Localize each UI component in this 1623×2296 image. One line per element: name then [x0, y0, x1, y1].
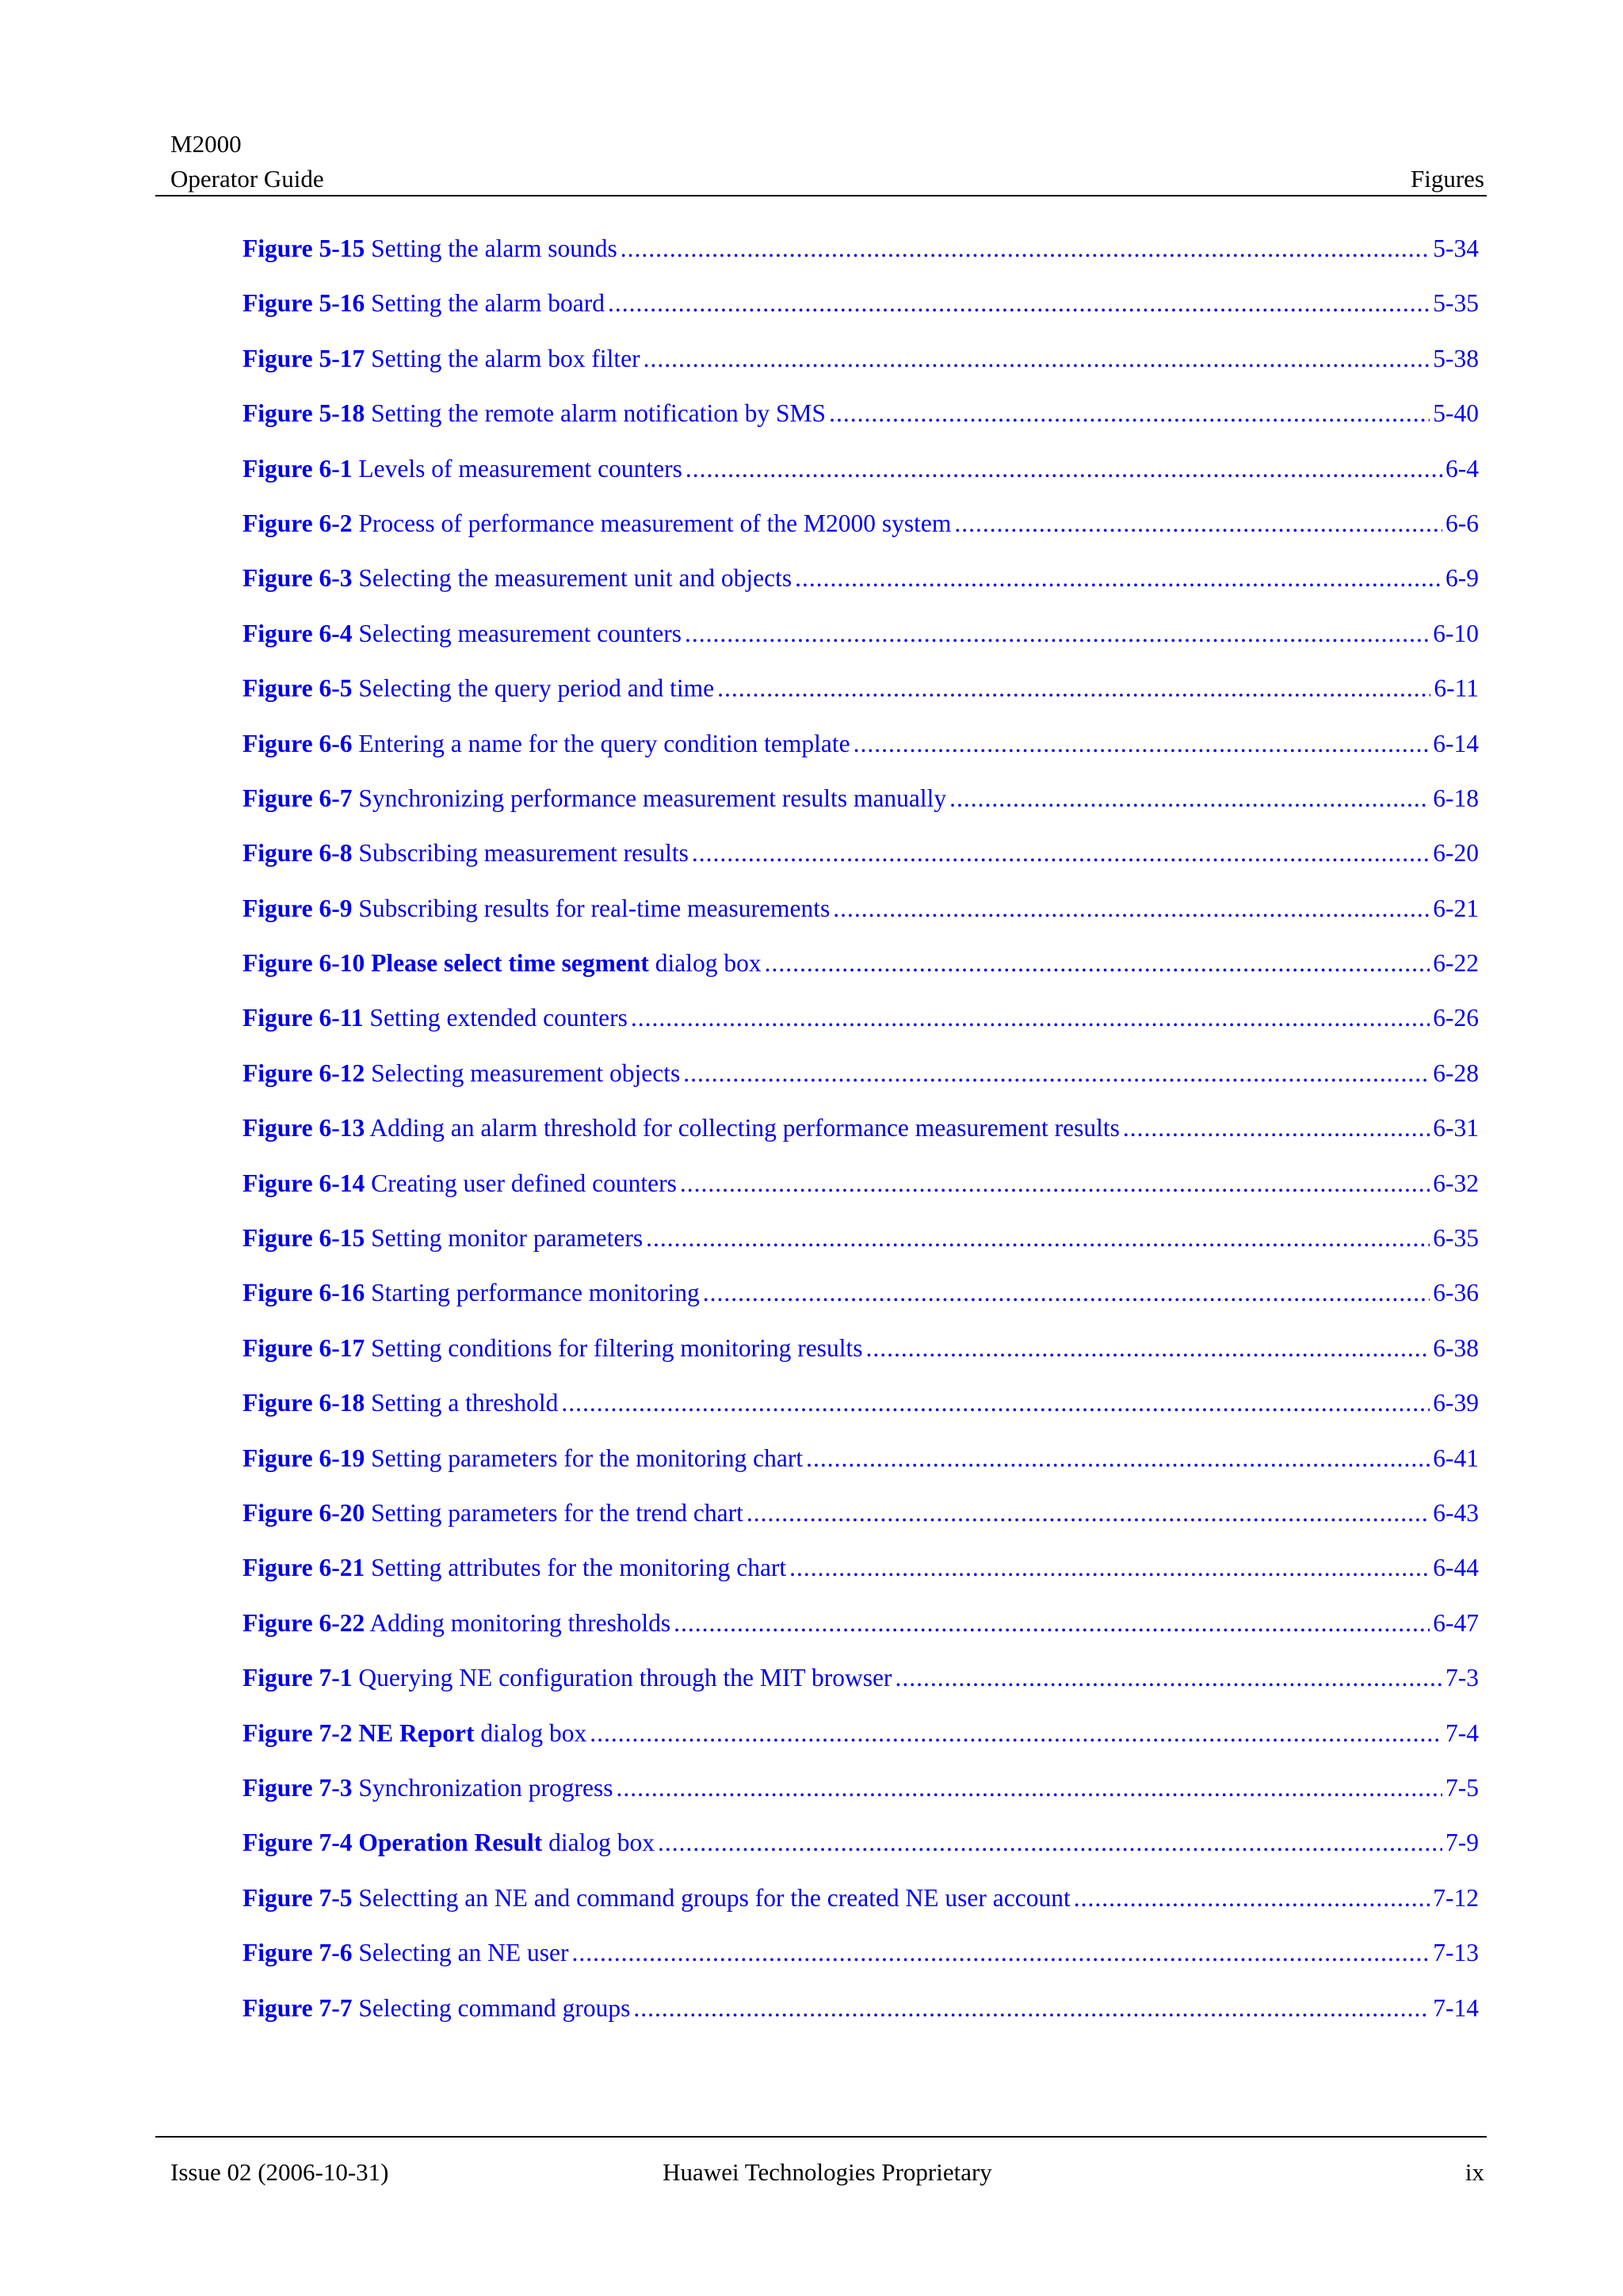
toc-page-number: 6-14	[1433, 729, 1479, 757]
figure-label: Figure 6-4	[242, 619, 353, 647]
toc-entry-title	[242, 1829, 655, 1857]
figure-title-text: Synchronization progress	[358, 1773, 613, 1802]
figure-label: Figure 7-6	[242, 1939, 353, 1967]
toc-entry-title	[242, 455, 682, 483]
figure-label: Figure 5-17	[242, 344, 365, 372]
dot-leader	[643, 345, 1430, 373]
toc-entry-link[interactable]	[242, 1279, 1479, 1333]
toc-entry-link[interactable]	[242, 894, 1479, 949]
toc-page-number: 6-11	[1434, 674, 1479, 703]
figure-label: Figure 5-15	[242, 235, 365, 262]
figure-label: Figure 6-1	[242, 454, 353, 482]
toc-page-number: 7-3	[1445, 1664, 1479, 1692]
toc-entry-title	[242, 1389, 558, 1417]
toc-page-number: 7-9	[1445, 1829, 1479, 1857]
dot-leader	[685, 455, 1442, 483]
toc-entry-link[interactable]	[242, 1334, 1479, 1389]
toc-entry-title	[242, 1004, 628, 1032]
figure-title-text: Setting the alarm board	[371, 289, 605, 318]
figure-label: Figure 6-14	[242, 1169, 365, 1197]
figure-title-text: Adding an alarm threshold for collecting performance measurement results	[369, 1114, 1120, 1142]
figure-title-text: dialog box	[655, 949, 762, 978]
toc-page-number: 6-39	[1433, 1389, 1479, 1417]
dot-leader	[674, 1609, 1430, 1638]
dot-leader	[747, 1499, 1430, 1527]
toc-page-number: 5-34	[1433, 235, 1479, 262]
figure-title-text: Subscribing results for real-time measurements	[358, 894, 831, 922]
figure-label: Figure 7-5	[242, 1883, 353, 1912]
toc-entry-link[interactable]	[242, 620, 1479, 674]
footer-issue: Issue 02 (2006-10-31)	[170, 2158, 389, 2186]
toc-entry-link[interactable]	[242, 1939, 1479, 1993]
toc-entry-link[interactable]	[242, 730, 1479, 784]
toc-entry-link[interactable]	[242, 399, 1479, 454]
figures-list	[242, 235, 1479, 2049]
figure-label: Figure 6-10	[242, 949, 365, 978]
toc-entry-title	[242, 1114, 1120, 1142]
toc-entry-title	[242, 1994, 630, 2023]
toc-page-number: 7-13	[1433, 1939, 1479, 1967]
figure-title-text: Selectting an NE and command groups for the created NE user account	[358, 1883, 1071, 1912]
figure-title-text: Subscribing measurement results	[358, 839, 689, 868]
figure-label: Figure 6-20	[242, 1498, 365, 1527]
dot-leader	[590, 1719, 1442, 1748]
figure-label: Figure 6-7	[242, 784, 353, 812]
toc-entry-link[interactable]	[242, 784, 1479, 839]
toc-page-number: 6-28	[1433, 1058, 1479, 1087]
toc-entry-link[interactable]	[242, 1444, 1479, 1499]
dot-leader	[854, 730, 1430, 758]
toc-entry-title	[242, 1884, 1071, 1913]
toc-entry-link[interactable]	[242, 455, 1479, 509]
figure-title-text: Setting the alarm sounds	[371, 235, 617, 262]
footer-rule	[155, 2136, 1487, 2138]
toc-entry-title	[242, 509, 951, 538]
dot-leader	[646, 1224, 1430, 1253]
toc-page-number: 6-43	[1433, 1498, 1479, 1527]
toc-entry-link[interactable]	[242, 345, 1479, 399]
figure-bold-title: Please select time segment	[371, 949, 649, 978]
toc-page-number: 6-38	[1433, 1333, 1479, 1362]
dot-leader	[949, 784, 1430, 813]
toc-page-number: 6-4	[1445, 454, 1479, 482]
toc-entry-title	[242, 1334, 862, 1363]
toc-page-number: 7-12	[1433, 1883, 1479, 1912]
figure-title-text: dialog box	[480, 1718, 587, 1747]
dot-leader	[621, 235, 1430, 263]
toc-page-number: 6-32	[1433, 1169, 1479, 1197]
toc-entry-title	[242, 1169, 677, 1198]
toc-page-number: 6-47	[1433, 1608, 1479, 1637]
figure-title-text: Selecting measurement objects	[371, 1058, 681, 1087]
toc-page-number: 7-5	[1445, 1773, 1479, 1802]
toc-entry-title	[242, 674, 714, 703]
toc-entry-title	[242, 839, 689, 868]
header-section: Figures	[1411, 165, 1484, 193]
figure-label: Figure 7-3	[242, 1773, 353, 1802]
toc-entry-link[interactable]	[242, 839, 1479, 894]
figure-label: Figure 6-5	[242, 674, 353, 703]
toc-entry-title	[242, 620, 682, 648]
toc-page-number: 6-36	[1433, 1279, 1479, 1307]
figure-title-text: Entering a name for the query condition template	[358, 729, 850, 757]
figure-label: Figure 6-8	[242, 839, 353, 868]
toc-page-number: 6-9	[1445, 564, 1479, 593]
toc-entry-link[interactable]	[242, 1224, 1479, 1279]
dot-leader	[865, 1334, 1430, 1363]
dot-leader	[717, 674, 1430, 703]
toc-entry-link[interactable]	[242, 1719, 1479, 1774]
figure-title-text: Setting conditions for filtering monitoring results	[371, 1333, 863, 1362]
toc-entry-title	[242, 1444, 803, 1473]
toc-entry-link[interactable]	[242, 1609, 1479, 1664]
toc-entry-link[interactable]	[242, 1994, 1479, 2049]
figure-title-text: Synchronizing performance measurement results manually	[358, 784, 947, 812]
toc-entry-title	[242, 1719, 586, 1748]
figure-bold-title: NE Report	[358, 1718, 475, 1747]
header-document-title: Operator Guide	[170, 165, 324, 193]
toc-page-number: 6-18	[1433, 784, 1479, 812]
toc-entry-link[interactable]	[242, 564, 1479, 619]
toc-entry-link[interactable]	[242, 1664, 1479, 1718]
dot-leader	[680, 1169, 1430, 1198]
footer-company: Huawei Technologies Proprietary	[663, 2158, 992, 2186]
figure-label: Figure 6-9	[242, 894, 353, 922]
figure-label: Figure 5-16	[242, 289, 365, 318]
figure-label: Figure 6-6	[242, 729, 353, 757]
figure-label: Figure 6-11	[242, 1004, 364, 1032]
toc-entry-title	[242, 1609, 670, 1638]
dot-leader	[608, 289, 1430, 318]
toc-entry-title	[242, 784, 946, 813]
figure-title-text: Setting extended counters	[369, 1004, 628, 1032]
dot-leader	[658, 1829, 1442, 1857]
toc-entry-link[interactable]	[242, 1774, 1479, 1829]
figure-label: Figure 7-7	[242, 1993, 353, 2022]
figure-label: Figure 6-19	[242, 1444, 365, 1472]
toc-entry-title	[242, 1939, 568, 1967]
toc-entry-title	[242, 399, 826, 428]
toc-page-number: 6-6	[1445, 509, 1479, 537]
figure-title-text: Querying NE configuration through the MIT browser	[358, 1664, 892, 1692]
dot-leader	[1074, 1884, 1430, 1913]
toc-entry-link[interactable]	[242, 509, 1479, 564]
header-row	[170, 162, 1484, 196]
toc-entry-title	[242, 730, 850, 758]
dot-leader	[895, 1664, 1442, 1692]
footer-page-number: ix	[1465, 2158, 1484, 2186]
dot-leader	[789, 1554, 1430, 1582]
dot-leader	[561, 1389, 1430, 1417]
figure-title-text: dialog box	[548, 1829, 655, 1857]
figure-title-text: Selecting an NE user	[358, 1939, 569, 1967]
dot-leader	[703, 1279, 1430, 1307]
figure-title-text: Setting parameters for the trend chart	[371, 1498, 743, 1527]
toc-entry-link[interactable]	[242, 1554, 1479, 1608]
dot-leader	[806, 1444, 1430, 1473]
figure-label: Figure 6-18	[242, 1389, 365, 1417]
figure-label: Figure 6-22	[242, 1608, 365, 1637]
figure-label: Figure 6-12	[242, 1058, 365, 1087]
figure-title-text: Setting the alarm box filter	[371, 344, 640, 372]
dot-leader	[765, 949, 1430, 978]
figure-label: Figure 5-18	[242, 399, 365, 428]
figure-title-text: Setting a threshold	[371, 1389, 559, 1417]
toc-entry-title	[242, 1774, 613, 1802]
toc-entry-link[interactable]	[242, 235, 1479, 289]
figure-label: Figure 7-2	[242, 1718, 353, 1747]
toc-entry-link[interactable]	[242, 289, 1479, 344]
figure-label: Figure 6-17	[242, 1333, 365, 1362]
page-header	[170, 127, 1484, 196]
figure-title-text: Setting monitor parameters	[371, 1224, 643, 1253]
toc-entry-title	[242, 1664, 892, 1692]
toc-entry-title	[242, 235, 617, 263]
figure-title-text: Selecting measurement counters	[358, 619, 682, 647]
toc-entry-title	[242, 289, 605, 318]
toc-entry-link[interactable]	[242, 1829, 1479, 1883]
dot-leader	[829, 399, 1430, 428]
dot-leader	[616, 1774, 1442, 1802]
dot-leader	[571, 1939, 1430, 1967]
toc-page-number: 6-41	[1433, 1444, 1479, 1472]
toc-page-number: 6-21	[1433, 894, 1479, 922]
toc-page-number: 6-22	[1433, 949, 1479, 978]
figure-title-text: Selecting command groups	[358, 1993, 631, 2022]
figure-title-text: Creating user defined counters	[371, 1169, 677, 1197]
dot-leader	[631, 1004, 1430, 1032]
toc-page-number: 6-26	[1433, 1004, 1479, 1032]
toc-entry-title	[242, 345, 640, 373]
toc-entry-title	[242, 1059, 680, 1088]
figure-label: Figure 7-1	[242, 1664, 353, 1692]
toc-page-number: 5-35	[1433, 289, 1479, 318]
figure-title-text: Selecting the query period and time	[358, 674, 715, 703]
toc-page-number: 6-35	[1433, 1224, 1479, 1253]
figure-bold-title: Operation Result	[358, 1829, 543, 1857]
dot-leader	[683, 1059, 1430, 1088]
toc-entry-link[interactable]	[242, 1169, 1479, 1224]
toc-entry-link[interactable]	[242, 674, 1479, 729]
dot-leader	[954, 509, 1442, 538]
figure-label: Figure 6-3	[242, 564, 353, 593]
toc-page-number: 6-31	[1433, 1114, 1479, 1142]
toc-entry-link[interactable]	[242, 1114, 1479, 1169]
toc-page-number: 6-10	[1433, 619, 1479, 647]
figure-title-text: Starting performance monitoring	[371, 1279, 700, 1307]
toc-entry-title	[242, 1279, 700, 1307]
figure-title-text: Adding monitoring thresholds	[369, 1608, 671, 1637]
toc-entry-link[interactable]	[242, 1499, 1479, 1554]
toc-entry-title	[242, 894, 830, 923]
figure-label: Figure 6-2	[242, 509, 353, 537]
toc-page-number: 7-4	[1445, 1718, 1479, 1747]
toc-page-number: 5-40	[1433, 399, 1479, 428]
toc-page-number: 6-44	[1433, 1554, 1479, 1582]
toc-entry-link[interactable]	[242, 949, 1479, 1004]
dot-leader	[1123, 1114, 1430, 1142]
toc-page-number: 5-38	[1433, 344, 1479, 372]
figure-title-text: Setting parameters for the monitoring chart	[371, 1444, 804, 1472]
toc-entry-title	[242, 564, 792, 593]
dot-leader	[833, 894, 1430, 923]
page-footer	[170, 2155, 1484, 2190]
figure-label: Figure 6-16	[242, 1279, 365, 1307]
figure-label: Figure 6-13	[242, 1114, 365, 1142]
dot-leader	[685, 620, 1430, 648]
toc-entry-title	[242, 1554, 786, 1582]
figure-title-text: Process of performance measurement of the M2000 system	[358, 509, 952, 537]
header-product: M2000	[170, 130, 242, 158]
figure-label: Figure 6-21	[242, 1554, 365, 1582]
dot-leader	[692, 839, 1430, 868]
toc-entry-link[interactable]	[242, 1059, 1479, 1114]
figure-title-text: Selecting the measurement unit and objects	[358, 564, 792, 593]
figure-label: Figure 7-4	[242, 1829, 353, 1857]
figure-title-text: Setting attributes for the monitoring chart	[371, 1554, 787, 1582]
figure-title-text: Setting the remote alarm notification by SMS	[371, 399, 827, 428]
toc-page-number: 6-20	[1433, 839, 1479, 868]
figure-title-text: Levels of measurement counters	[358, 454, 682, 482]
toc-entry-link[interactable]	[242, 1389, 1479, 1444]
header-rule	[155, 195, 1487, 196]
toc-entry-link[interactable]	[242, 1004, 1479, 1058]
toc-entry-title	[242, 1499, 743, 1527]
figure-label: Figure 6-15	[242, 1224, 365, 1253]
toc-entry-title	[242, 949, 762, 978]
dot-leader	[795, 564, 1442, 593]
toc-page-number: 7-14	[1433, 1993, 1479, 2022]
dot-leader	[633, 1994, 1430, 2023]
toc-entry-title	[242, 1224, 643, 1253]
toc-entry-link[interactable]	[242, 1884, 1479, 1939]
